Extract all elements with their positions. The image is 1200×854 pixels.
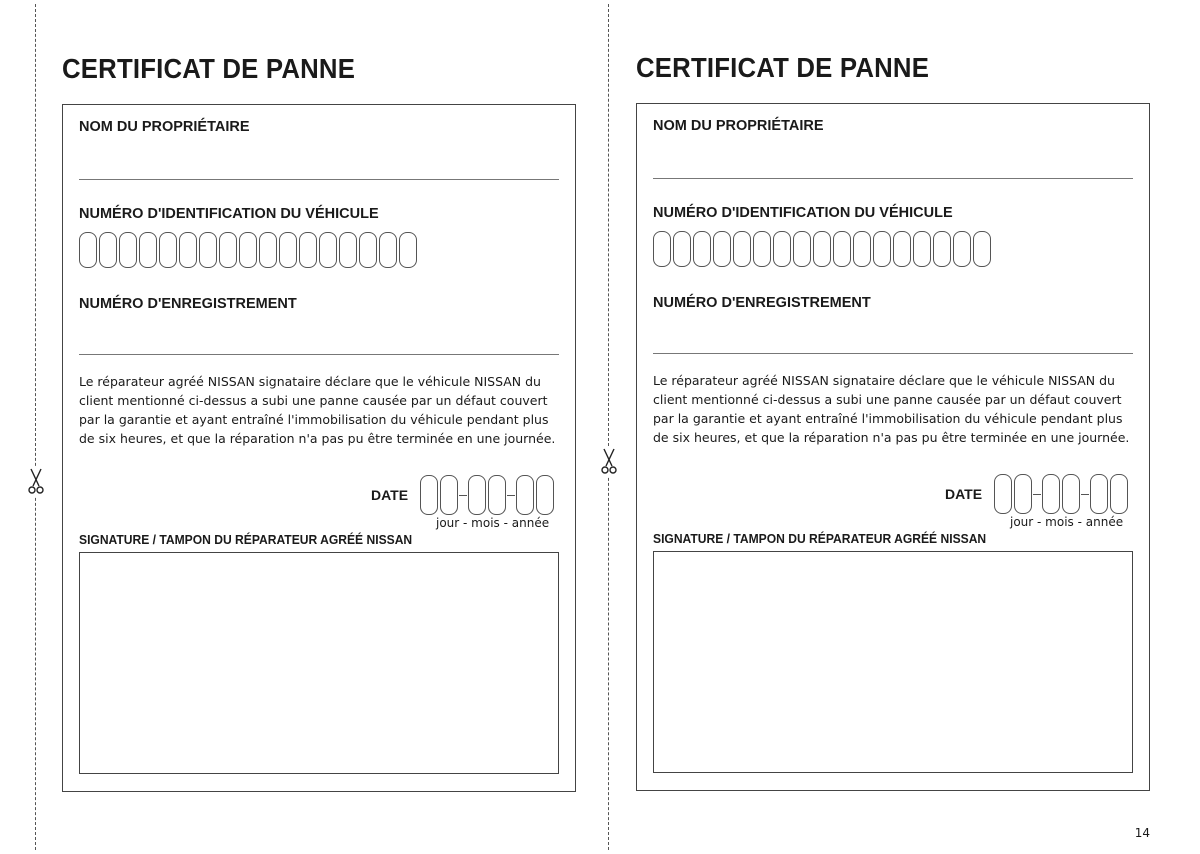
- vin-cell[interactable]: [933, 231, 951, 267]
- date-year-cell[interactable]: [536, 475, 554, 515]
- date-day-cell[interactable]: [994, 474, 1012, 514]
- signature-label: SIGNATURE / TAMPON DU RÉPARATEUR AGRÉÉ NISSAN: [79, 532, 413, 547]
- date-day-cell[interactable]: [1014, 474, 1032, 514]
- owner-name-line[interactable]: [79, 179, 559, 180]
- vin-cell[interactable]: [179, 232, 197, 268]
- vin-cell[interactable]: [713, 231, 731, 267]
- date-label: DATE: [945, 486, 983, 502]
- registration-line[interactable]: [79, 354, 559, 355]
- declaration-text: Le réparateur agréé NISSAN signataire déclare que le véhicule NISSAN du client mentionné ci-dessus a subi une panne causée par un défaut couvert par la garantie et ayant entraîné l'immobilisation du véhicule pendant plus de six heures, et que la réparation n'a pas pu être terminée en une journée.: [79, 374, 556, 446]
- vin-cell[interactable]: [299, 232, 317, 268]
- signature-stamp-box[interactable]: [79, 552, 559, 774]
- date-day-cell[interactable]: [420, 475, 438, 515]
- declaration-text: Le réparateur agréé NISSAN signataire déclare que le véhicule NISSAN du client mentionné ci-dessus a subi une panne causée par un défaut couvert par la garantie et ayant entraîné l'immobilisation du véhicule pendant plus de six heures, et que la réparation n'a pas pu être terminée en une journée.: [653, 373, 1130, 445]
- date-year-cell[interactable]: [1090, 474, 1108, 514]
- date-year-cell[interactable]: [516, 475, 534, 515]
- vin-cells[interactable]: [79, 232, 419, 268]
- signature-label: SIGNATURE / TAMPON DU RÉPARATEUR AGRÉÉ NISSAN: [653, 531, 987, 546]
- vin-cell[interactable]: [833, 231, 851, 267]
- registration-label: NUMÉRO D'ENREGISTREMENT: [653, 295, 871, 311]
- vin-cells[interactable]: [653, 231, 993, 267]
- vin-cell[interactable]: [973, 231, 991, 267]
- owner-name-label: NOM DU PROPRIÉTAIRE: [653, 118, 824, 134]
- vin-cell[interactable]: [99, 232, 117, 268]
- date-field: [371, 475, 556, 515]
- date-separator: [1081, 494, 1089, 495]
- certificate-title: CERTIFICAT DE PANNE: [636, 52, 930, 83]
- vin-cell[interactable]: [219, 232, 237, 268]
- scissors-icon: [25, 467, 47, 497]
- date-month-cell[interactable]: [1062, 474, 1080, 514]
- date-separator: [507, 495, 515, 496]
- owner-name-label: NOM DU PROPRIÉTAIRE: [79, 119, 250, 135]
- date-field: [945, 474, 1130, 514]
- vin-cell[interactable]: [793, 231, 811, 267]
- vin-cell[interactable]: [139, 232, 157, 268]
- date-year-cell[interactable]: [1110, 474, 1128, 514]
- vin-cell[interactable]: [279, 232, 297, 268]
- registration-line[interactable]: [653, 353, 1133, 354]
- vin-cell[interactable]: [733, 231, 751, 267]
- vin-cell[interactable]: [673, 231, 691, 267]
- vin-cell[interactable]: [319, 232, 337, 268]
- vin-cell[interactable]: [873, 231, 891, 267]
- vin-cell[interactable]: [399, 232, 417, 268]
- date-day-cell[interactable]: [440, 475, 458, 515]
- vin-cell[interactable]: [653, 231, 671, 267]
- cut-line-left: [35, 4, 36, 850]
- vin-cell[interactable]: [773, 231, 791, 267]
- owner-name-line[interactable]: [653, 178, 1133, 179]
- vin-cell[interactable]: [379, 232, 397, 268]
- vin-cell[interactable]: [199, 232, 217, 268]
- vin-cell[interactable]: [359, 232, 377, 268]
- vin-cell[interactable]: [813, 231, 831, 267]
- certificate-form-2: [636, 51, 1156, 791]
- vin-cell[interactable]: [913, 231, 931, 267]
- vin-label: NUMÉRO D'IDENTIFICATION DU VÉHICULE: [653, 205, 953, 221]
- vin-cell[interactable]: [159, 232, 177, 268]
- cut-line-middle: [608, 4, 609, 850]
- vin-cell[interactable]: [339, 232, 357, 268]
- date-format-hint: jour - mois - année: [1010, 515, 1124, 529]
- date-separator: [459, 495, 467, 496]
- vin-cell[interactable]: [893, 231, 911, 267]
- page-number: 14: [1134, 826, 1150, 840]
- scissors-icon: [598, 447, 620, 477]
- vin-cell[interactable]: [259, 232, 277, 268]
- date-month-cell[interactable]: [1042, 474, 1060, 514]
- vin-cell[interactable]: [853, 231, 871, 267]
- certificate-box: [636, 103, 1150, 791]
- vin-cell[interactable]: [239, 232, 257, 268]
- vin-cell[interactable]: [953, 231, 971, 267]
- date-label: DATE: [371, 487, 409, 503]
- date-separator: [1033, 494, 1041, 495]
- certificate-title: CERTIFICAT DE PANNE: [62, 53, 356, 84]
- certificate-form-1: [62, 52, 582, 792]
- vin-cell[interactable]: [753, 231, 771, 267]
- vin-cell[interactable]: [693, 231, 711, 267]
- vin-label: NUMÉRO D'IDENTIFICATION DU VÉHICULE: [79, 206, 379, 222]
- signature-stamp-box[interactable]: [653, 551, 1133, 773]
- vin-cell[interactable]: [119, 232, 137, 268]
- date-month-cell[interactable]: [488, 475, 506, 515]
- certificate-box: [62, 104, 576, 792]
- vin-cell[interactable]: [79, 232, 97, 268]
- date-format-hint: jour - mois - année: [436, 516, 550, 530]
- registration-label: NUMÉRO D'ENREGISTREMENT: [79, 296, 297, 312]
- date-month-cell[interactable]: [468, 475, 486, 515]
